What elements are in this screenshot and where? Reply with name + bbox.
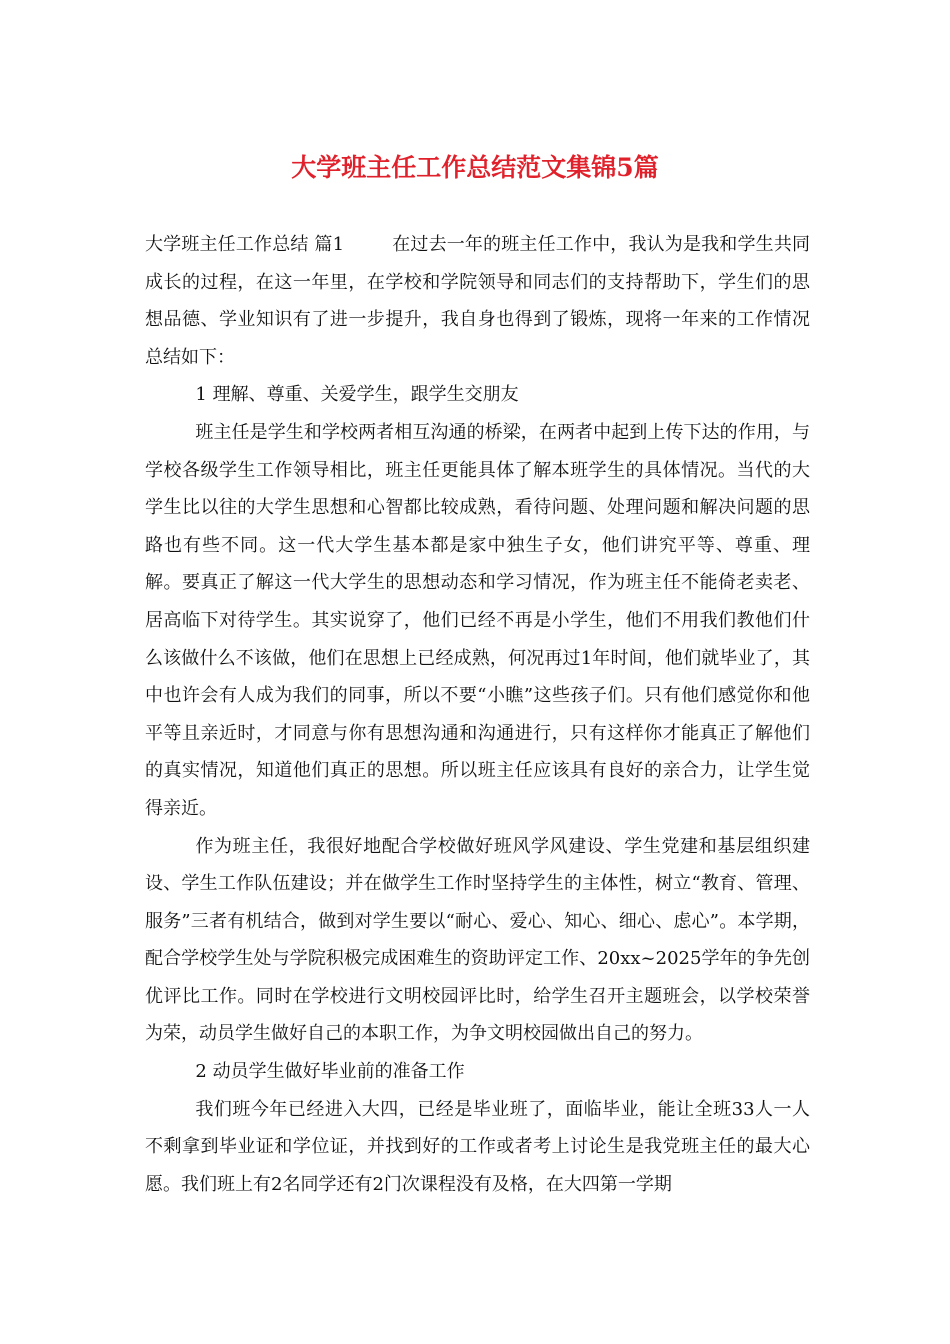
section-intro-paragraph [145, 226, 810, 376]
document-body [145, 226, 810, 1203]
intro-text: 在过去一年的班主任工作中，我认为是我和学生共同成长的过程，在这一年里，在学校和学院领导和同志们的支持帮助下，学生们的思想品德、学业知识有了进一步提升，我自身也得到了锻炼，现将一年来的工作情况总结如下： [145, 234, 810, 368]
paragraph-2: 作为班主任，我很好地配合学校做好班风学风建设、学生党建和基层组织建设、学生工作队伍建设；并在做学生工作时坚持学生的主体性，树立“教育、管理、服务”三者有机结合，做到对学生要以“耐心、爱心、知心、细心、虑心”。本学期，配合学校学生处与学院积极完成困难生的资助评定工作、20xx~2025学年的争先创优评比工作。同时在学校进行文明校园评比时，给学生召开主题班会，以学校荣誉为荣，动员学生做好自己的本职工作，为争文明校园做出自己的努力。 [145, 835, 810, 1045]
section-label: 大学班主任工作总结 篇1 [145, 234, 345, 255]
heading-2: 2 动员学生做好毕业前的准备工作 [195, 1061, 465, 1083]
heading-1: 1 理解、尊重、关爱学生，跟学生交朋友 [195, 384, 519, 406]
paragraph-3: 我们班今年已经进入大四，已经是毕业班了，面临毕业，能让全班33人一人不剩拿到毕业证和学位证，并找到好的工作或者考上讨论生是我党班主任的最大心愿。我们班上有2名同学还有2门次课程没有及格，在大四第一学期 [145, 1098, 810, 1195]
paragraph-1: 班主任是学生和学校两者相互沟通的桥梁，在两者中起到上传下达的作用，与学校各级学生工作领导相比，班主任更能具体了解本班学生的具体情况。当代的大学生比以往的大学生思想和心智都比较成熟，看待问题、处理问题和解决问题的思路也有些不同。这一代大学生基本都是家中独生子女，他们讲究平等、尊重、理解。要真正了解这一代大学生的思想动态和学习情况，作为班主任不能倚老卖老、居高临下对待学生。其实说穿了，他们已经不再是小学生，他们不用我们教他们什么该做什么不该做，他们在思想上已经成熟，何况再过1年时间，他们就毕业了，其中也许会有人成为我们的同事，所以不要“小瞧”这些孩子们。只有他们感觉你和他平等且亲近时，才同意与你有思想沟通和沟通进行，只有这样你才能真正了解他们的真实情况，知道他们真正的思想。所以班主任应该具有良好的亲合力，让学生觉得亲近。 [145, 421, 810, 819]
document-title: 大学班主任工作总结范文集锦5篇 [291, 153, 659, 182]
